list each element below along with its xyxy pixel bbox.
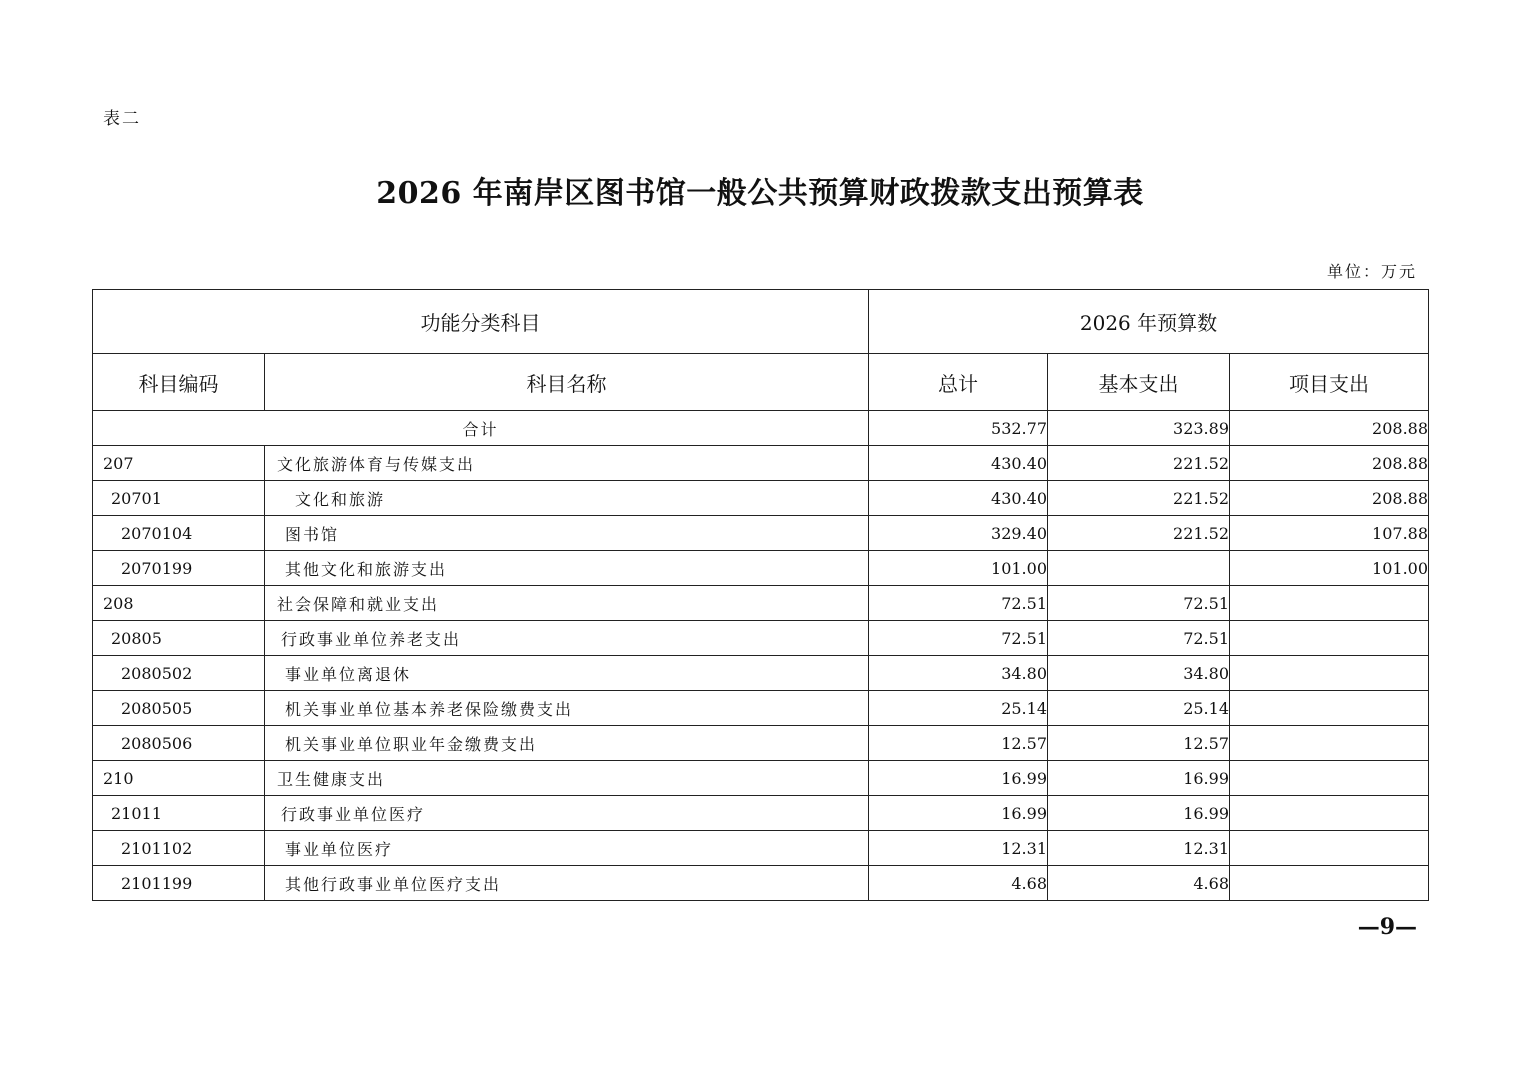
row-total: 34.80 [869, 656, 1048, 691]
row-basic: 16.99 [1048, 761, 1230, 796]
header-project: 项目支出 [1230, 354, 1429, 411]
row-name: 其他行政事业单位医疗支出 [265, 866, 869, 901]
row-name: 卫生健康支出 [265, 761, 869, 796]
table-row [93, 691, 1429, 726]
header-name: 科目名称 [265, 354, 869, 411]
row-total: 16.99 [869, 761, 1048, 796]
total-project: 208.88 [1230, 411, 1429, 446]
page-number: —9— [1357, 914, 1417, 940]
header-total: 总计 [869, 354, 1048, 411]
row-code: 2080506 [93, 726, 265, 761]
row-name: 事业单位离退休 [265, 656, 869, 691]
page-title: 2026 年南岸区图书馆一般公共预算财政拨款支出预算表 [376, 176, 1144, 211]
total-basic: 323.89 [1048, 411, 1230, 446]
total-label: 合计 [93, 411, 869, 446]
table-row [93, 866, 1429, 901]
table-row [93, 551, 1429, 586]
row-project [1230, 796, 1429, 831]
row-basic: 72.51 [1048, 621, 1230, 656]
row-name: 机关事业单位职业年金缴费支出 [265, 726, 869, 761]
row-name: 事业单位医疗 [265, 831, 869, 866]
row-project [1230, 831, 1429, 866]
table-row [93, 761, 1429, 796]
row-total: 101.00 [869, 551, 1048, 586]
row-name: 机关事业单位基本养老保险缴费支出 [265, 691, 869, 726]
table-row [93, 621, 1429, 656]
header-function-category: 功能分类科目 [93, 290, 869, 354]
row-project: 101.00 [1230, 551, 1429, 586]
row-total: 329.40 [869, 516, 1048, 551]
row-project: 208.88 [1230, 446, 1429, 481]
row-code: 2080505 [93, 691, 265, 726]
row-code: 20701 [93, 481, 265, 516]
table-row [93, 726, 1429, 761]
header-basic: 基本支出 [1048, 354, 1230, 411]
row-project [1230, 691, 1429, 726]
row-basic: 34.80 [1048, 656, 1230, 691]
row-code: 2101199 [93, 866, 265, 901]
header-code: 科目编码 [93, 354, 265, 411]
row-name: 文化和旅游 [265, 481, 869, 516]
row-total: 72.51 [869, 621, 1048, 656]
row-project: 107.88 [1230, 516, 1429, 551]
row-total: 25.14 [869, 691, 1048, 726]
row-name: 行政事业单位医疗 [265, 796, 869, 831]
row-total: 72.51 [869, 586, 1048, 621]
table-row [93, 831, 1429, 866]
total-total: 532.77 [869, 411, 1048, 446]
row-code: 21011 [93, 796, 265, 831]
table-row [93, 656, 1429, 691]
row-basic: 72.51 [1048, 586, 1230, 621]
row-total: 16.99 [869, 796, 1048, 831]
row-basic [1048, 551, 1230, 586]
row-total: 430.40 [869, 481, 1048, 516]
row-basic: 12.57 [1048, 726, 1230, 761]
row-name: 文化旅游体育与传媒支出 [265, 446, 869, 481]
row-project [1230, 656, 1429, 691]
row-basic: 16.99 [1048, 796, 1230, 831]
row-project [1230, 866, 1429, 901]
header-budget-2026: 2026 年预算数 [869, 290, 1429, 354]
row-code: 207 [93, 446, 265, 481]
row-code: 2101102 [93, 831, 265, 866]
row-project: 208.88 [1230, 481, 1429, 516]
row-code: 210 [93, 761, 265, 796]
row-code: 20805 [93, 621, 265, 656]
row-name: 图书馆 [265, 516, 869, 551]
row-basic: 12.31 [1048, 831, 1230, 866]
budget-table [92, 289, 1429, 901]
row-project [1230, 621, 1429, 656]
row-code: 2080502 [93, 656, 265, 691]
row-project [1230, 761, 1429, 796]
row-basic: 25.14 [1048, 691, 1230, 726]
row-total: 12.31 [869, 831, 1048, 866]
table-row [93, 586, 1429, 621]
row-total: 12.57 [869, 726, 1048, 761]
row-basic: 4.68 [1048, 866, 1230, 901]
table-row [93, 481, 1429, 516]
table-row [93, 516, 1429, 551]
row-code: 2070104 [93, 516, 265, 551]
row-code: 2070199 [93, 551, 265, 586]
row-basic: 221.52 [1048, 481, 1230, 516]
row-name: 其他文化和旅游支出 [265, 551, 869, 586]
table-row [93, 446, 1429, 481]
row-name: 行政事业单位养老支出 [265, 621, 869, 656]
row-project [1230, 586, 1429, 621]
unit-label: 单位：万元 [1326, 262, 1417, 281]
header-column-row [93, 354, 1429, 411]
header-group-row [93, 290, 1429, 354]
total-row [93, 411, 1429, 446]
row-name: 社会保障和就业支出 [265, 586, 869, 621]
table-label: 表二 [103, 109, 141, 129]
row-total: 4.68 [869, 866, 1048, 901]
row-code: 208 [93, 586, 265, 621]
row-basic: 221.52 [1048, 516, 1230, 551]
row-basic: 221.52 [1048, 446, 1230, 481]
row-total: 430.40 [869, 446, 1048, 481]
table-row [93, 796, 1429, 831]
row-project [1230, 726, 1429, 761]
